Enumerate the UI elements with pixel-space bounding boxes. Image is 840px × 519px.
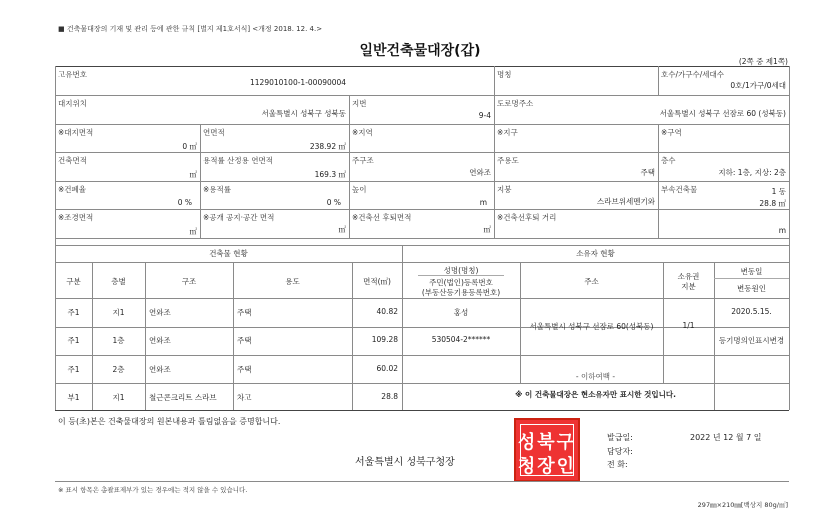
units-value: 0호/1가구/0세대 bbox=[730, 81, 786, 90]
row-area: 60.02 bbox=[376, 364, 398, 373]
far-label: ※용적률 bbox=[203, 185, 232, 194]
unique-no-label: 고유번호 bbox=[58, 70, 87, 79]
units-label: 호수/가구수/세대수 bbox=[661, 70, 725, 79]
certification-text: 이 등(초)본은 건축물대장의 원본내용과 틀림없음을 증명합니다. bbox=[58, 417, 281, 426]
unique-no-value: 1129010100-1-00090004 bbox=[250, 78, 347, 87]
road-address-label: 도로명주소 bbox=[497, 99, 534, 108]
lot-label: 지번 bbox=[352, 99, 367, 108]
owner-status-title: 소유자 현황 bbox=[576, 249, 615, 258]
row-type: 부1 bbox=[67, 393, 80, 402]
row-area: 40.82 bbox=[376, 307, 398, 316]
seal-text-top: 성북구 bbox=[517, 432, 577, 453]
owner-address-header: 주소 bbox=[584, 277, 599, 286]
open-space-value: ㎡ bbox=[338, 225, 346, 234]
row-floor: 2층 bbox=[112, 365, 125, 374]
site-label: 대지위치 bbox=[58, 99, 87, 108]
share-header-1: 소유권 bbox=[677, 272, 700, 281]
roof-value: 스라브위세멘기와 bbox=[597, 197, 655, 206]
share-header-2: 지분 bbox=[681, 282, 696, 291]
change-date: 2020.5.15. bbox=[731, 307, 772, 316]
officer-label: 담당자: bbox=[607, 447, 633, 456]
landscape-label: ※조경면적 bbox=[58, 213, 94, 222]
issuer-name: 서울특별시 성북구청장 bbox=[355, 457, 455, 468]
main-use-label: 주용도 bbox=[497, 156, 519, 165]
change-cause-header: 변동원인 bbox=[737, 284, 766, 293]
row-use: 주택 bbox=[237, 308, 252, 317]
issue-date-label: 발급일: bbox=[607, 433, 633, 442]
annex-label: 부속건축물 bbox=[661, 185, 698, 194]
main-use-value: 주택 bbox=[640, 168, 655, 177]
seal-text-bottom: 청장인 bbox=[517, 456, 577, 477]
area-zone-label: ※구역 bbox=[661, 128, 682, 137]
owner-id: 530504-2****** bbox=[431, 335, 491, 344]
coverage-value: 0 % bbox=[177, 198, 192, 207]
change-date-header: 변동일 bbox=[740, 267, 763, 276]
height-label: 높이 bbox=[352, 185, 367, 194]
floors-label: 층수 bbox=[661, 156, 676, 165]
land-area-value: 0 ㎡ bbox=[182, 142, 197, 151]
footer-note: ※ 표시 항목은 총괄표제부가 있는 경우에는 적지 않을 수 있습니다. bbox=[58, 486, 248, 494]
change-cause: 등기명의인표시변경 bbox=[718, 336, 785, 345]
road-address-value: 서울특별시 성북구 선잠로 60 (성북동) bbox=[659, 109, 786, 118]
owner-id-header: 주민(법인)등록번호 bbox=[429, 278, 493, 287]
owner-name-header: 성명(명칭) bbox=[443, 266, 479, 275]
coverage-label: ※건폐율 bbox=[58, 185, 87, 194]
below-blank: - 이하여백 - bbox=[575, 372, 616, 381]
page-info: (2쪽 중 제1쪽) bbox=[738, 57, 788, 66]
row-structure: 철근콘크리트 스라브 bbox=[149, 393, 217, 402]
row-structure: 연와조 bbox=[149, 308, 171, 317]
row-type: 주1 bbox=[67, 308, 80, 317]
site-value: 서울특별시 성북구 성북동 bbox=[261, 109, 346, 118]
far-area-value: 169.3 ㎡ bbox=[314, 170, 346, 179]
col-floor-header: 층별 bbox=[111, 277, 126, 286]
col-type-header: 구분 bbox=[66, 277, 81, 286]
col-area-header: 면적(㎡) bbox=[363, 277, 391, 286]
row-structure: 연와조 bbox=[149, 365, 171, 374]
name-label: 명칭 bbox=[497, 70, 512, 79]
row-area: 109.28 bbox=[371, 335, 398, 344]
building-area-label: 건축면적 bbox=[58, 156, 87, 165]
row-use: 차고 bbox=[237, 393, 252, 402]
land-area-label: ※대지면적 bbox=[58, 128, 94, 137]
row-floor: 1층 bbox=[112, 336, 125, 345]
gross-area-value: 238.92 ㎡ bbox=[309, 142, 346, 151]
document-title: 일반건축물대장(갑) bbox=[359, 43, 481, 59]
landscape-value: ㎡ bbox=[189, 227, 197, 236]
setback-area-value: ㎡ bbox=[483, 225, 491, 234]
annex-area-value: 28.8 ㎡ bbox=[759, 199, 786, 208]
owner-registration-header: (부동산등기용등록번호) bbox=[421, 288, 501, 297]
annex-count-value: 1 동 bbox=[771, 187, 786, 196]
paper-size: 297㎜×210㎜[백상지 80g/㎡] bbox=[697, 501, 788, 509]
owner-note: ※ 이 건축물대장은 현소유자만 표시한 것입니다. bbox=[515, 390, 676, 399]
district-label: ※지구 bbox=[497, 128, 518, 137]
setback-area-label: ※건축선 후퇴면적 bbox=[352, 213, 412, 222]
row-structure: 연와조 bbox=[149, 336, 171, 345]
main-structure-label: 주구조 bbox=[352, 156, 374, 165]
issue-date: 2022 년 12 월 7 일 bbox=[690, 433, 762, 442]
floors-value: 지하: 1층, 지상: 2층 bbox=[718, 168, 786, 177]
roof-label: 지붕 bbox=[497, 185, 512, 194]
row-type: 주1 bbox=[67, 365, 80, 374]
row-floor: 지1 bbox=[112, 308, 125, 317]
setback-distance-value: m bbox=[778, 226, 786, 235]
zone-label: ※지역 bbox=[352, 128, 373, 137]
building-area-value: ㎡ bbox=[189, 170, 197, 179]
owner-share: 1/1 bbox=[682, 321, 695, 330]
far-area-label: 용적률 산정용 연면적 bbox=[203, 156, 273, 165]
height-value: m bbox=[479, 198, 487, 207]
row-type: 주1 bbox=[67, 336, 80, 345]
row-floor: 지1 bbox=[112, 393, 125, 402]
far-value: 0 % bbox=[326, 198, 341, 207]
official-seal bbox=[514, 418, 580, 482]
setback-distance-label: ※건축선후퇴 거리 bbox=[497, 213, 557, 222]
col-structure-header: 구조 bbox=[181, 277, 197, 286]
row-use: 주택 bbox=[237, 365, 252, 374]
open-space-label: ※공개 공지·공간 면적 bbox=[203, 213, 275, 222]
building-status-title: 건축물 현황 bbox=[209, 249, 248, 258]
owner-name: 홍성 bbox=[453, 308, 469, 317]
owner-address: 서울특별시 성북구 선잠로 60(성북동) bbox=[529, 322, 654, 331]
phone-label: 전 화: bbox=[607, 460, 628, 469]
col-use-header: 용도 bbox=[285, 277, 300, 286]
lot-value: 9-4 bbox=[478, 111, 491, 120]
regulation-note: ■ 건축물대장의 기재 및 관리 등에 관한 규칙 [별지 제1호서식] <개정 2018. 12. 4.> bbox=[58, 25, 323, 33]
row-area: 28.8 bbox=[381, 392, 398, 401]
row-use: 주택 bbox=[237, 336, 252, 345]
main-structure-value: 연와조 bbox=[469, 168, 491, 177]
gross-area-label: 연면적 bbox=[203, 128, 225, 137]
